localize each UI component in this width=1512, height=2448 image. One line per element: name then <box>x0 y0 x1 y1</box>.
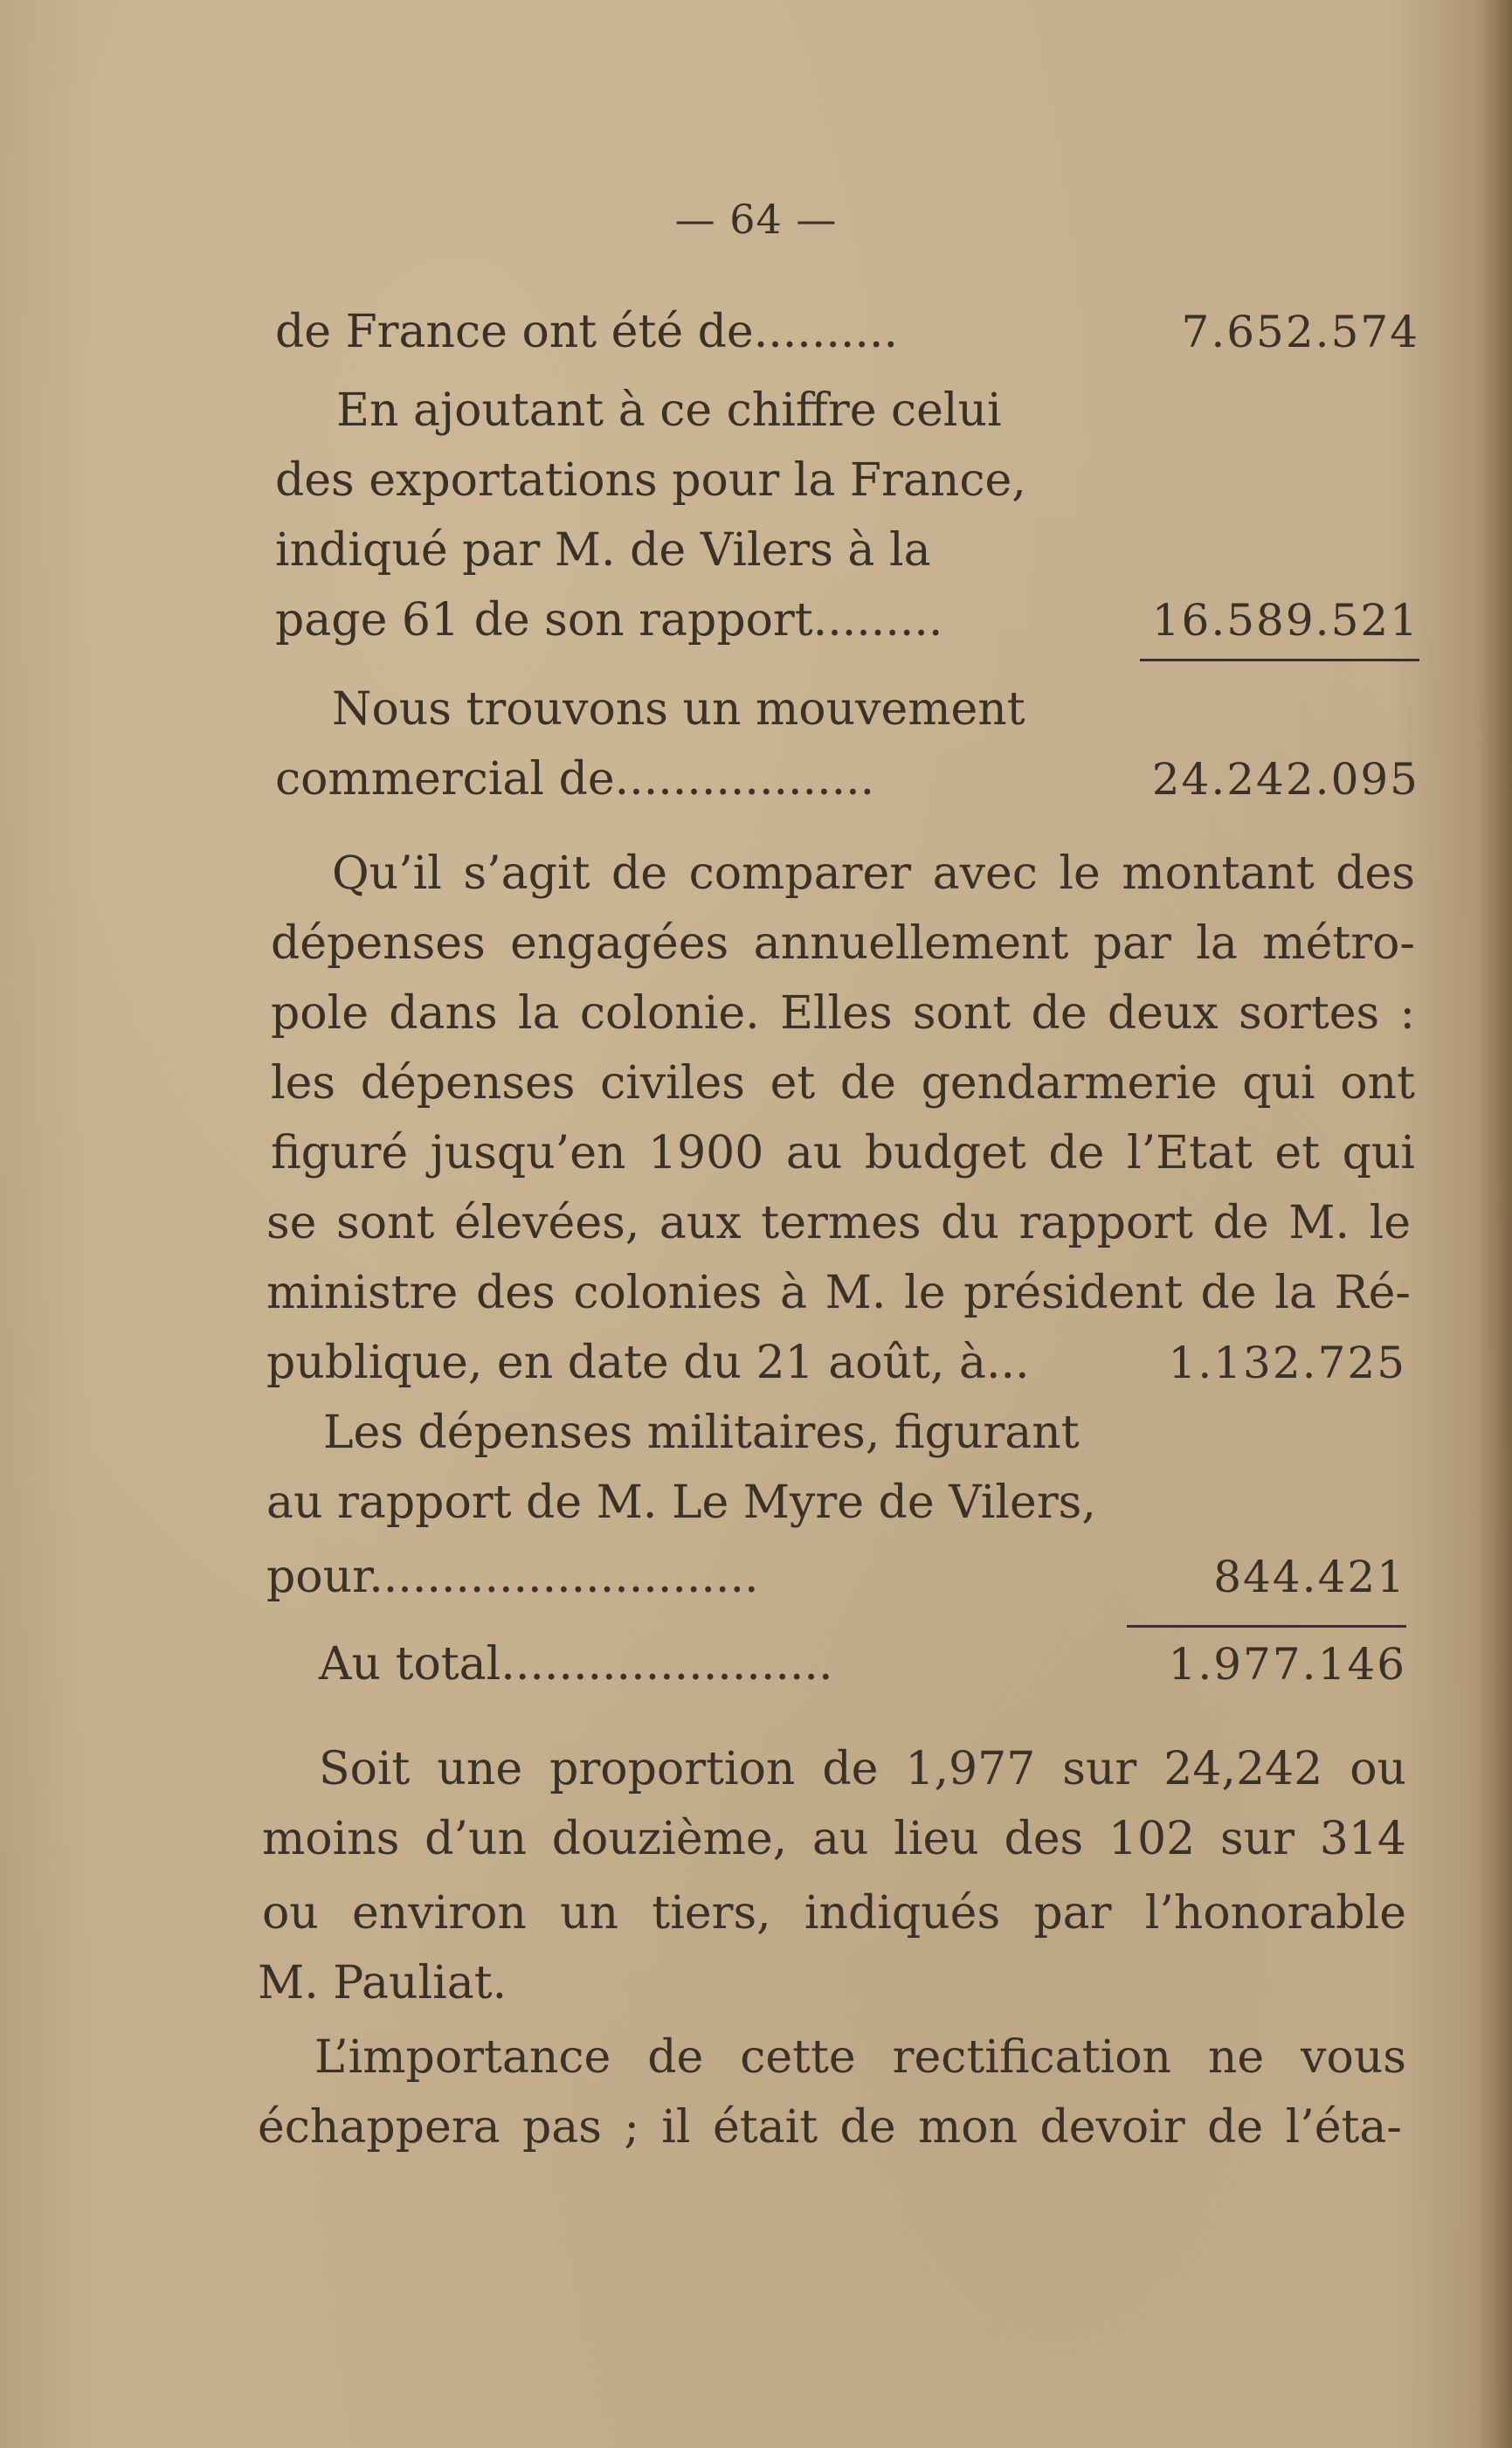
ledger-sum-rule-2 <box>1127 1625 1406 1628</box>
paragraph2-line-2: moins d’un douzième, au lieu des 102 sur 314 <box>262 1813 1406 1865</box>
paragraph1-line-11: pour........................... <box>266 1551 759 1603</box>
ledger-sum-rule-1 <box>1140 659 1419 661</box>
paragraph1-line-5: figuré jusqu’en 1900 au budget de l’Etat et qui <box>271 1127 1415 1179</box>
paragraph3-line-1: L’importance de cette rectification ne vous <box>314 2031 1406 2084</box>
paragraph1-line-6: se sont élevées, aux termes du rapport de M. le <box>266 1197 1411 1249</box>
ledger-line-5: page 61 de son rapport......... <box>275 594 943 647</box>
paragraph1-line-10: au rapport de M. Le Myre de Vilers, <box>266 1476 1096 1529</box>
paragraph2-line-4: M. Pauliat. <box>258 1957 507 2009</box>
paragraph1-line-2: dépenses engagées annuellement par la métro- <box>271 917 1415 970</box>
ledger-amount-vilers-exports: 16.589.521 <box>1151 595 1419 646</box>
ledger-line-6: Nous trouvons un mouvement <box>332 683 1025 736</box>
ledger-amount-commercial-movement: 24.242.095 <box>1151 754 1419 805</box>
amount-total-expenses: 1.977.146 <box>1168 1639 1406 1690</box>
paragraph1-line-9: Les dépenses militaires, figurant <box>323 1407 1080 1459</box>
paragraph1-line-7: ministre des colonies à M. le président de la Ré- <box>266 1267 1411 1319</box>
page-edge-shadow <box>1477 0 1512 2448</box>
ledger-line-1: de France ont été de.......... <box>275 306 898 358</box>
ledger-amount-exports-to-france: 7.652.574 <box>1181 307 1419 357</box>
paragraph3-line-2: échappera pas ; il était de mon devoir de l’éta- <box>258 2101 1402 2154</box>
amount-civil-expenses: 1.132.725 <box>1168 1338 1406 1388</box>
paragraph1-line-8: publique, en date du 21 août, à... <box>266 1337 1030 1389</box>
paragraph1-line-3: pole dans la colonie. Elles sont de deux sortes : <box>271 987 1415 1040</box>
paragraph1-line-12: Au total....................... <box>319 1638 833 1691</box>
page-number: — 64 — <box>674 196 838 243</box>
paragraph2-line-1: Soit une proportion de 1,977 sur 24,242 ou <box>319 1743 1406 1795</box>
paragraph1-line-4: les dépenses civiles et de gendarmerie qui ont <box>271 1057 1415 1110</box>
ledger-line-7: commercial de.................. <box>275 753 875 806</box>
ledger-line-2: En ajoutant à ce chiffre celui <box>336 384 1002 437</box>
paragraph1-line-1: Qu’il s’agit de comparer avec le montant des <box>332 847 1415 900</box>
paragraph2-line-3: ou environ un tiers, indiqués par l’honorable <box>262 1887 1406 1940</box>
ledger-line-4: indiqué par M. de Vilers à la <box>275 524 931 577</box>
ledger-line-3: des exportations pour la France, <box>275 454 1026 507</box>
amount-military-expenses: 844.421 <box>1213 1552 1406 1602</box>
